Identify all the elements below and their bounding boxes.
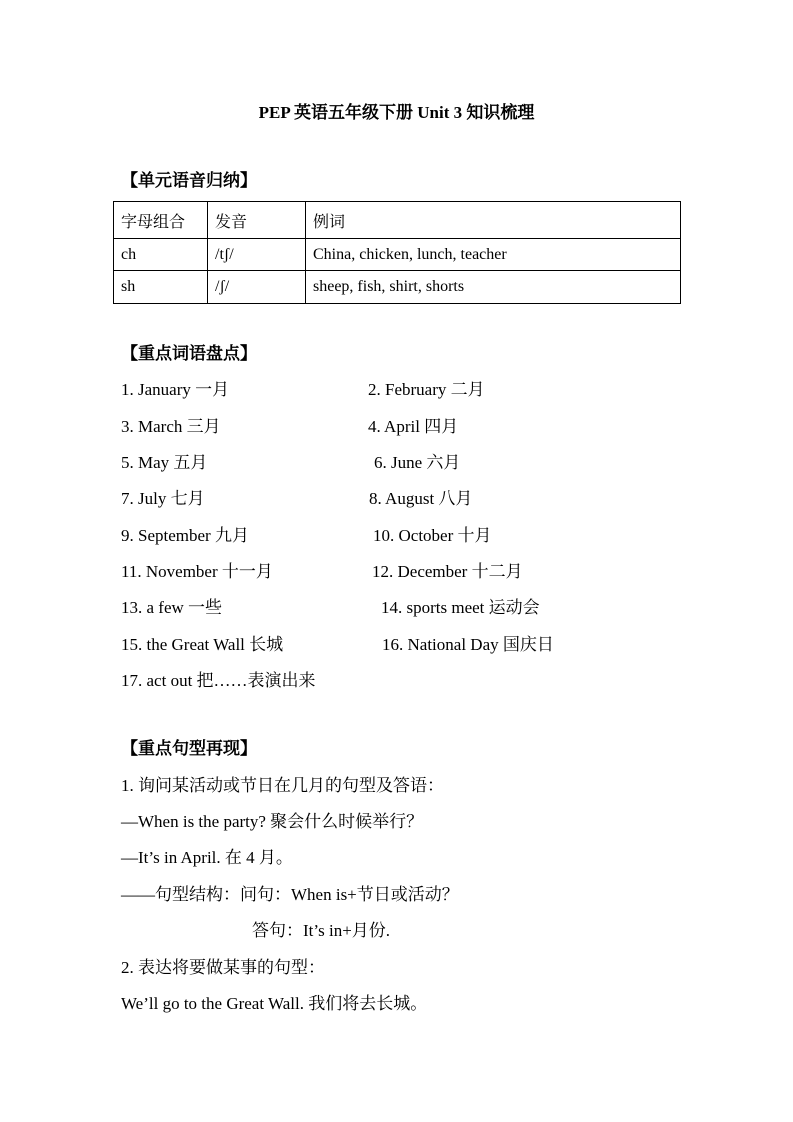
table-header-cell: 字母组合 bbox=[114, 202, 208, 239]
table-header-cell: 例词 bbox=[306, 202, 681, 239]
table-cell: /tʃ/ bbox=[208, 239, 306, 271]
vocab-item: 15. the Great Wall 长城 bbox=[121, 635, 284, 654]
section-heading-sentences: 【重点句型再现】 bbox=[121, 739, 257, 758]
sentence-line: 答句：It’s in+月份. bbox=[252, 921, 391, 940]
sentence-line: 1. 询问某活动或节日在几月的句型及答语： bbox=[121, 776, 444, 795]
table-cell: ch bbox=[114, 239, 208, 271]
table-header-cell: 发音 bbox=[208, 202, 306, 239]
table-row bbox=[114, 271, 681, 304]
vocab-item: 6. June 六月 bbox=[374, 453, 461, 472]
vocab-item: 14. sports meet 运动会 bbox=[381, 598, 540, 617]
table-header-row bbox=[114, 202, 681, 239]
vocab-item: 11. November 十一月 bbox=[121, 562, 273, 581]
table-cell: sh bbox=[114, 271, 208, 304]
vocab-item: 2. February 二月 bbox=[368, 380, 485, 399]
vocab-item: 7. July 七月 bbox=[121, 489, 205, 508]
table-row bbox=[114, 239, 681, 271]
vocab-item: 10. October 十月 bbox=[373, 526, 492, 545]
vocab-item: 12. December 十二月 bbox=[372, 562, 523, 581]
table-cell: China, chicken, lunch, teacher bbox=[306, 239, 681, 271]
vocab-item: 16. National Day 国庆日 bbox=[382, 635, 554, 654]
section-heading-vocab: 【重点词语盘点】 bbox=[121, 344, 257, 363]
sentence-line: We’ll go to the Great Wall. 我们将去长城。 bbox=[121, 994, 428, 1013]
vocab-item: 5. May 五月 bbox=[121, 453, 208, 472]
page-title: PEP 英语五年级下册 Unit 3 知识梳理 bbox=[258, 103, 535, 122]
phonics-table bbox=[113, 201, 681, 304]
vocab-item: 4. April 四月 bbox=[368, 417, 459, 436]
table-cell: /ʃ/ bbox=[208, 271, 306, 304]
sentence-line: 2. 表达将要做某事的句型： bbox=[121, 958, 325, 977]
sentence-line: —It’s in April. 在 4 月。 bbox=[121, 848, 293, 867]
vocab-item: 17. act out 把……表演出来 bbox=[121, 671, 316, 690]
vocab-item: 3. March 三月 bbox=[121, 417, 221, 436]
vocab-item: 8. August 八月 bbox=[369, 489, 473, 508]
sentence-line: ——句型结构：问句：When is+节日或活动？ bbox=[121, 885, 459, 904]
vocab-item: 13. a few 一些 bbox=[121, 598, 223, 617]
sentence-line: —When is the party? 聚会什么时候举行？ bbox=[121, 812, 424, 831]
section-heading-phonics: 【单元语音归纳】 bbox=[121, 171, 257, 190]
vocab-item: 1. January 一月 bbox=[121, 380, 230, 399]
vocab-item: 9. September 九月 bbox=[121, 526, 249, 545]
table-cell: sheep, fish, shirt, shorts bbox=[306, 271, 681, 304]
